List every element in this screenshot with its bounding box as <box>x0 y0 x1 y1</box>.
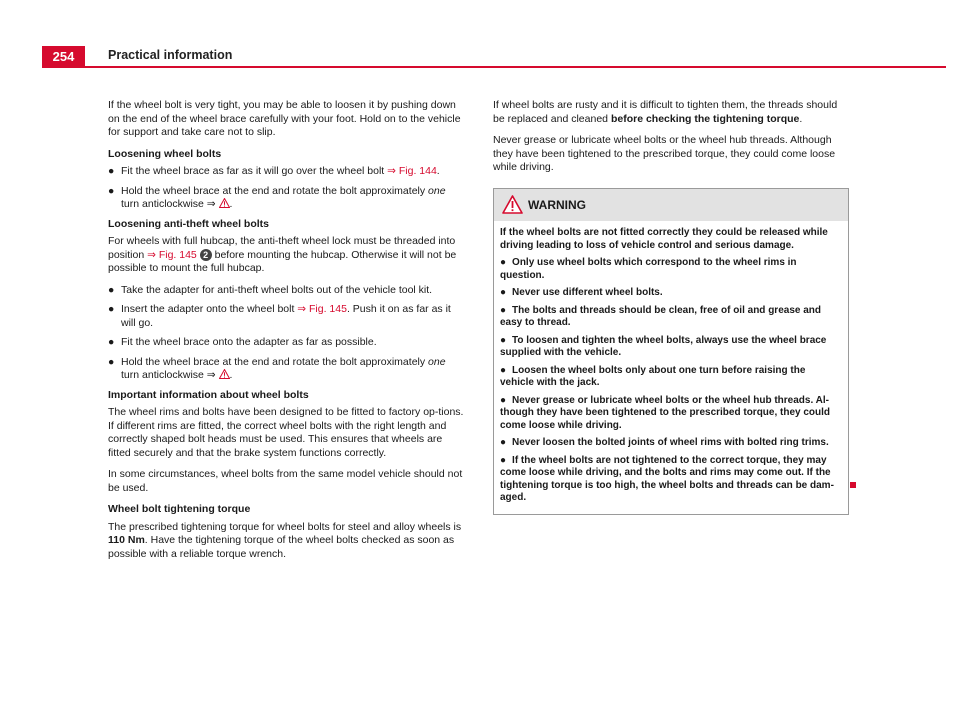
bullet-icon: ● <box>500 394 507 406</box>
fig-link[interactable]: ⇒ Fig. 145 <box>297 303 347 315</box>
subheading-loosening: Loosening wheel bolts <box>108 147 222 160</box>
page-number: 254 <box>42 46 85 68</box>
paragraph: In some circumstances, wheel bolts from the same model vehicle should not be used. <box>108 468 463 494</box>
warning-item: ● Loosen the wheel bolts only about one turn before raising the vehicle with the jack. <box>500 364 806 388</box>
list-item: ● Fit the wheel brace onto the adapter as far as possible. <box>108 336 377 348</box>
header-rule <box>85 66 946 68</box>
warning-item: ● Never grease or lubricate wheel bolts or the wheel hub threads. Al-though they have been tightened to the prescribed torque, they could come loose while driving. <box>500 394 831 431</box>
bullet-icon: ● <box>108 303 115 315</box>
left-column <box>108 99 464 569</box>
right-column <box>493 99 848 183</box>
warning-intro: If the wheel bolts are not fitted correctly they could be released while driving leading to loss of vehicle control and serious damage. <box>500 227 828 251</box>
warning-body <box>494 221 848 514</box>
bullet-icon: ● <box>108 355 115 368</box>
bullet-icon: ● <box>500 334 507 346</box>
warning-item: ● To loosen and tighten the wheel bolts, always use the wheel brace supplied with the vehicle. <box>500 334 827 358</box>
list-item: ● Hold the wheel brace at the end and rotate the bolt approximately one turn anticlockwise ⇒ . <box>108 355 446 381</box>
warning-item: ● Never loosen the bolted joints of wheel rims with bolted ring trims. <box>500 437 829 448</box>
bullet-icon: ● <box>500 304 507 316</box>
bullet-icon: ● <box>108 184 115 197</box>
warning-item: ● The bolts and threads should be clean, free of oil and grease and easy to thread. <box>500 304 821 328</box>
paragraph: For wheels with full hubcap, the anti-theft wheel lock must be threaded into position ⇒ Fig. 145 2 before mounting the hubcap. Otherwise it will not be possible to mount the full hubcap. <box>108 235 457 274</box>
warning-item: ● Never use different wheel bolts. <box>500 287 663 298</box>
warning-icon <box>502 195 523 214</box>
paragraph: If wheel bolts are rusty and it is difficult to tighten them, the threads should be replaced and cleaned before checking the tightening torque. <box>493 99 838 125</box>
bullet-icon: ● <box>108 283 115 296</box>
bullet-icon: ● <box>500 364 507 376</box>
bullet-icon: ● <box>500 437 507 448</box>
warning-item: ● Only use wheel bolts which correspond to the wheel rims in question. <box>500 257 797 281</box>
list-item: ● Hold the wheel brace at the end and rotate the bolt approximately one turn anticlockwise ⇒ . <box>108 184 446 210</box>
section-title: Practical information <box>108 48 233 62</box>
bullet-icon: ● <box>500 287 507 298</box>
paragraph: The wheel rims and bolts have been designed to be fitted to factory op-tions. If different rims are fitted, the correct wheel bolts with the right length and correctly shaped bolt heads must be used. This ensures that wheels are fitted securely and that the brake system functions correctly. <box>108 406 464 459</box>
bullet-icon: ● <box>108 165 115 177</box>
warning-box <box>493 188 849 515</box>
fig-link[interactable]: ⇒ Fig. 144 <box>387 165 437 177</box>
paragraph: If the wheel bolt is very tight, you may be able to loosen it by pushing down on the end of the wheel brace carefully with your foot. Hold on to the vehicle for support and take care not to slip. <box>108 99 461 138</box>
bullet-icon: ● <box>500 257 507 268</box>
section-end-marker <box>850 482 856 488</box>
warning-ref-icon[interactable] <box>219 198 230 208</box>
bullet-icon: ● <box>500 454 507 466</box>
warning-ref-icon[interactable] <box>219 369 230 379</box>
list-item: ● Fit the wheel brace as far as it will go over the wheel bolt ⇒ Fig. 144. <box>108 165 440 177</box>
page-header <box>42 46 946 68</box>
list-item: ● Insert the adapter onto the wheel bolt ⇒ Fig. 145. Push it on as far as it will go. <box>108 303 451 329</box>
subheading-important: Important information about wheel bolts <box>108 388 309 401</box>
list-item: ● Take the adapter for anti-theft wheel bolts out of the vehicle tool kit. <box>108 283 433 296</box>
paragraph: The prescribed tightening torque for wheel bolts for steel and alloy wheels is 110 Nm. Have the tightening torque of the wheel bolts checked as soon as possible with a reliable torque wrench. <box>108 520 462 560</box>
warning-title: WARNING <box>528 198 586 212</box>
fig-link[interactable]: ⇒ Fig. 145 <box>147 248 197 261</box>
subheading-torque: Wheel bolt tightening torque <box>108 503 251 515</box>
warning-header <box>494 189 848 221</box>
callout-number: 2 <box>200 249 212 261</box>
torque-value: 110 Nm <box>108 534 145 546</box>
warning-item: ● If the wheel bolts are not tightened to the correct torque, they may come loose while driving, and the bolts and rims may come out. If the tightening torque is too high, the wheel bolts and threads can be dam-aged. <box>500 454 834 503</box>
subheading-antitheft: Loosening anti-theft wheel bolts <box>108 217 269 230</box>
paragraph: Never grease or lubricate wheel bolts or the wheel hub threads. Although they have been tightened to the prescribed torque, they could come loose while driving. <box>493 134 836 173</box>
bullet-icon: ● <box>108 336 115 348</box>
